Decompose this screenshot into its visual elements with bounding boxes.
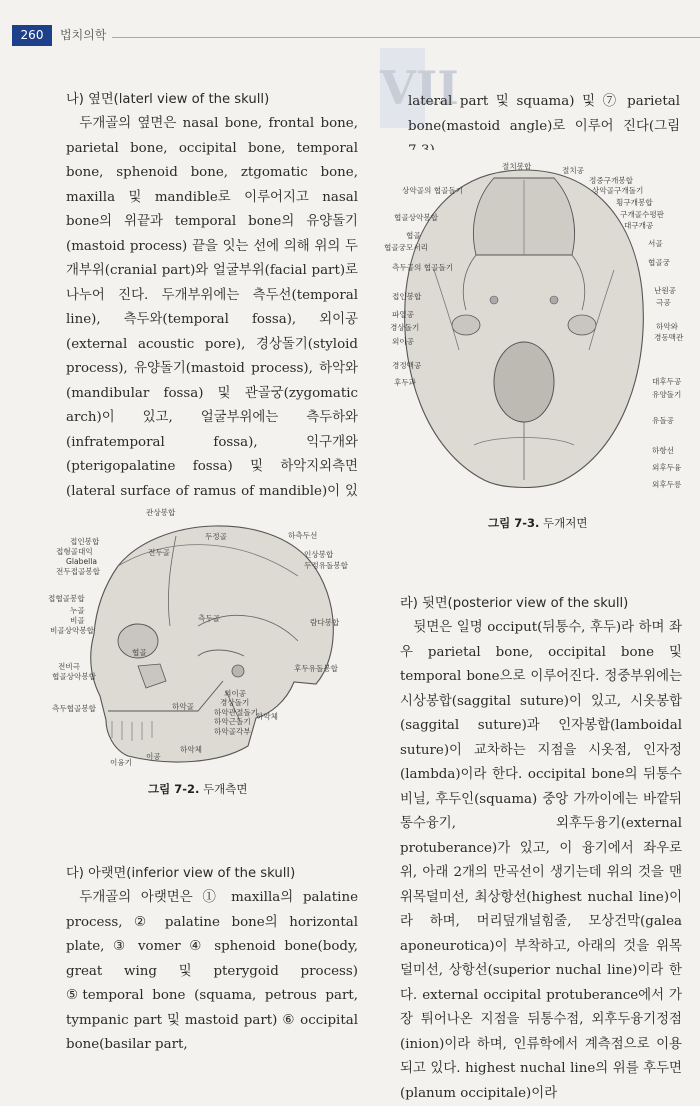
running-header-title: 법치의학 bbox=[60, 28, 107, 42]
section-heading-lateral-view: 나) 옆면(laterl view of the skull) bbox=[66, 92, 270, 107]
figure-7-2-lateral-skull bbox=[48, 506, 363, 774]
label-jugular-foramen: 경정맥공 bbox=[392, 361, 422, 370]
label-nasal: 비골 bbox=[70, 616, 85, 625]
label-mastoid-3: 유양돌기 bbox=[652, 390, 682, 399]
left-column-bottom bbox=[66, 862, 358, 1058]
label-external-occipital-protuberance: 외후두융 bbox=[652, 463, 682, 472]
figure-7-2-title: 두개측면 bbox=[203, 782, 248, 796]
label-incisive-suture: 절치봉합 bbox=[502, 162, 532, 171]
label-temporozygomatic: 측두협골봉합 bbox=[52, 704, 97, 713]
label-carotid-canal: 경동맥관 bbox=[654, 333, 684, 342]
label-condylar: 하악관절돌기 bbox=[214, 708, 259, 717]
label-incisive-foramen: 절치공 bbox=[562, 166, 585, 175]
label-anterior-nasal-spine: 전비극 bbox=[58, 662, 81, 671]
label-squamous-suture: 인상봉합 bbox=[304, 550, 334, 559]
section-heading-inferior-view: 다) 아랫면(inferior view of the skull) bbox=[66, 866, 296, 881]
figure-7-2-number: 그림 7-2. bbox=[148, 782, 200, 796]
label-foramen-magnum: 대후두공 bbox=[652, 377, 682, 386]
figure-7-3-title: 두개저면 bbox=[543, 516, 588, 530]
label-external-occipital-crest: 외후두릉 bbox=[652, 480, 682, 489]
label-mental-foramen: 이공 bbox=[146, 752, 161, 761]
header-rule bbox=[112, 37, 700, 38]
label-frontal: 전두골 bbox=[148, 548, 171, 557]
label-maxilla-zygomatic-process: 상악골의 협골돌기 bbox=[402, 186, 464, 195]
label-greater-wing: 접형골대익 bbox=[56, 547, 93, 556]
page-number: 260 bbox=[12, 25, 52, 46]
label-foramen-lacerum: 파열공 bbox=[392, 310, 415, 319]
label-mandible-angle: 하악골각부 bbox=[214, 727, 251, 736]
label-zygomaticomaxillary-3: 협골상악봉합 bbox=[394, 213, 439, 222]
label-occipitomastoid: 후두유돌봉합 bbox=[294, 664, 339, 673]
figure-7-2-caption bbox=[148, 781, 247, 797]
inferior-view-continuation: lateral part 및 squama) 및 ⑦ parietal bone(mastoid angle)로 이루어 진다(그림 bbox=[408, 94, 680, 134]
label-foramen-spinosum: 극공 bbox=[656, 298, 671, 307]
label-zygomatic-3: 협골 bbox=[406, 231, 421, 240]
label-glabella: Glabella bbox=[66, 557, 98, 566]
label-inferior-temporal-line: 하측두선 bbox=[288, 531, 318, 540]
label-foramen-ovale: 난원공 bbox=[654, 286, 677, 295]
label-sphenosquamous: 접인봉합 bbox=[392, 292, 422, 301]
label-transverse-palatine: 횡구개봉합 bbox=[616, 198, 653, 207]
label-mental-protuberance: 이융기 bbox=[110, 758, 133, 767]
label-parietal: 두정골 bbox=[205, 532, 228, 541]
section-body-lateral-view: 두개골의 옆면은 nasal bone, frontal bone, parietal bone, occipital bone, temporal bone, sphenoid bone, ztgomatic bone, maxilla 및 mandible로 이루어지고 nasal bone의 위끝과 temporal bone의 유양돌기(mastoid process) 끝을 잇는 선에 의해 위의 두개부위(cranial part)와 얼굴부위(facial part)로 나누어 진다. 두개부위에는 측두선(temporal line), 측두와(temporal fossa), 외이공(external acoustic pore), 경상돌기(styloid process), 유양돌기(mastoid process), 하악와(mandibular fossa) 및 관골궁(zygomatic arch)이 있고, 얼굴부위에는 측두하와(infratemporal fossa), 익구개와(pterigopalatine fossa) 및 하악지외측면(lateral surface of ramus of mandible)이 있 bbox=[66, 116, 358, 499]
chapter-side-mark: VII bbox=[380, 48, 425, 128]
label-mastoid-foramen: 유돌공 bbox=[652, 416, 675, 425]
section-body-inferior-view: 두개골의 아랫면은 ① maxilla의 palatine process, ② palatine bone의 horizontal plate, ③ vomer ④ sphenoid bone(body, great wing 및 pterygoid process) ⑤temporal bone (squama, petrous part, tympanic part 및 mastoid part) ⑥ occipital bone(basilar part, bbox=[66, 890, 358, 1052]
label-lacrimal: 누골 bbox=[70, 606, 85, 615]
label-vomer: 서골 bbox=[648, 239, 663, 248]
right-column-bottom bbox=[400, 592, 682, 1106]
label-nasomaxillary: 비골상악봉합 bbox=[50, 626, 95, 635]
label-temporal: 측두골 bbox=[198, 614, 221, 623]
section-heading-posterior-view: 라) 뒷면(posterior view of the skull) bbox=[400, 596, 629, 611]
label-lambdoid: 람다봉합 bbox=[310, 618, 340, 627]
figure-7-3-inferior-skull bbox=[364, 150, 684, 505]
label-frontozygomatic: 전두접골봉합 bbox=[56, 567, 101, 576]
label-external-acoustic-3: 외이공 bbox=[392, 337, 415, 346]
label-sphenozygomatic: 접협골봉합 bbox=[48, 594, 85, 603]
label-occipital-condyle: 후두과 bbox=[394, 378, 417, 387]
label-mandible-body-1: 하악체 bbox=[256, 712, 279, 721]
label-temporal-zygomatic-process: 측두골의 협골돌기 bbox=[392, 263, 454, 272]
label-mandible-body-2: 하악체 bbox=[180, 745, 203, 754]
label-styloid-3: 경상돌기 bbox=[390, 323, 420, 332]
label-greater-palatine-foramen: 대구개공 bbox=[624, 221, 654, 230]
figure-7-3-number: 그림 7-3. bbox=[488, 516, 540, 530]
label-sphenoparietal: 접인봉합 bbox=[70, 537, 100, 546]
label-styloid: 경상돌기 bbox=[220, 698, 250, 707]
label-zygomatic: 협골 bbox=[132, 648, 147, 657]
label-zygomatic-arch-edge: 협골궁모서리 bbox=[384, 243, 429, 252]
label-external-acoustic: 외이공 bbox=[224, 689, 247, 698]
label-mandible: 하악골 bbox=[172, 702, 195, 711]
left-column-top bbox=[66, 88, 358, 529]
figure-7-3-caption bbox=[488, 515, 587, 531]
label-median-palatine: 정중구개봉합 bbox=[589, 176, 634, 185]
label-coronoid: 하악근돌기 bbox=[214, 717, 251, 726]
section-body-posterior-view: 뒷면은 일명 occiput(뒤통수, 후두)라 하며 좌우 parietal bone, occipital bone 및 temporal bone으로 이루어진다. 정중부위에는 시상봉합(saggital suture)이 있고, 시옷봉합(saggital suture)과 인자봉합(lamboidal suture)이 교차하는 지점을 시옷점, 인자정(lambda)이라 한다. occipital bone의 뒤통수비닐, 후두인(squama) 중앙 가까이에는 바깥뒤통수융기, 외후두융기(external protuberance)가 있고, 이 융기에서 좌우로 위, 아래 2개의 만곡선이 생기는데 위의 것을 맨위목덜미선, 최상항선(highest nuchal line)이라 하며, 머리덮개널힘줄, 모상건막(galea aponeurotica)이 부착하고, 아래의 것을 위목덜미선, 상항선(superior nuchal line)이라 한다. external occipital protuberance에서 가장 튀어나온 지점을 뒤통수점, 외후두융기정점(inion)이라 하며, 인류학에서 계측점으로 이용되고 있다. highest nuchal line의 위를 후두면(planum occipitale)이라 bbox=[400, 620, 682, 1101]
label-coronal-suture: 관상봉합 bbox=[146, 508, 176, 517]
label-zygomatic-arch: 협골궁 bbox=[648, 258, 671, 267]
label-inferior-nuchal: 하항선 bbox=[652, 446, 675, 455]
label-palatine-process: 상악골구개돌기 bbox=[592, 186, 644, 195]
lateral-skull-drawing bbox=[48, 506, 363, 774]
label-horizontal-plate: 구개골수평판 bbox=[620, 210, 665, 219]
label-zygomaticomaxillary: 협골상악봉합 bbox=[52, 672, 97, 681]
label-parietomastoid: 두정유돌봉합 bbox=[304, 561, 349, 570]
label-mandibular-fossa: 하악와 bbox=[656, 322, 679, 331]
